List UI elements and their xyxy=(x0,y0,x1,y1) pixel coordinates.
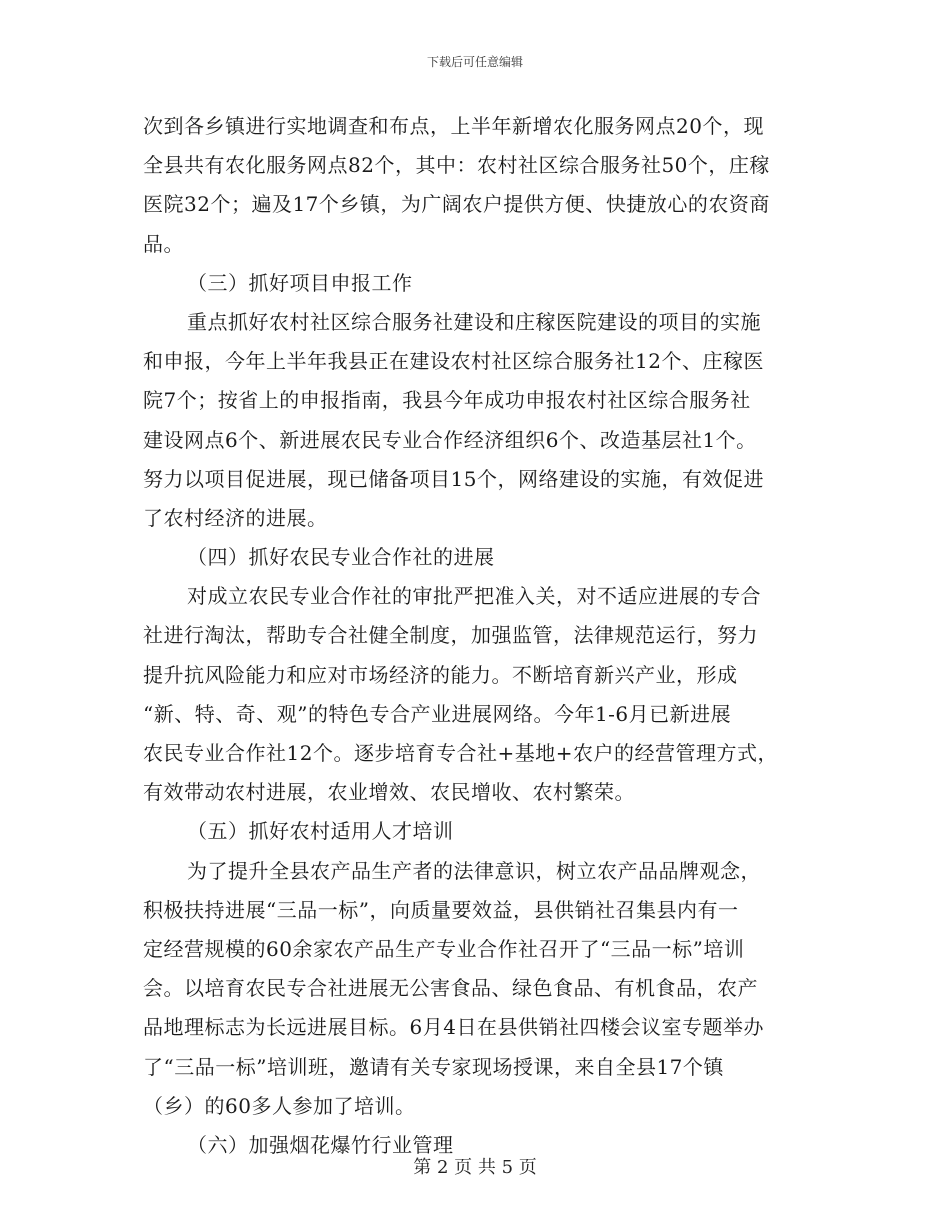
paragraph-line: 了农村经济的进展。 xyxy=(143,505,328,530)
paragraph-line: 社进行淘汰，帮助专合社健全制度，加强监管，法律规范运行，努力 xyxy=(143,623,758,648)
paragraph-line: 医院32个；遍及17个乡镇，为广阔农户提供方便、快捷放心的农资商 xyxy=(143,192,770,217)
paragraph-line: 和申报，今年上半年我县正在建设农村社区综合服务社12个、庄稼医 xyxy=(143,349,764,374)
page-number: 第 2 页 共 5 页 xyxy=(413,1157,537,1178)
paragraph-line: 品。 xyxy=(143,231,184,256)
paragraph-line: 农民专业合作社12个。逐步培育专合社+基地+农户的经营管理方式， xyxy=(143,741,778,765)
paragraph-line: 院7个；按省上的申报指南，我县今年成功申报农村社区综合服务社 xyxy=(143,388,751,413)
page-header: 下载后可任意编辑 xyxy=(426,55,523,69)
paragraph-line: 提升抗风险能力和应对市场经济的能力。不断培育新兴产业，形成 xyxy=(143,662,738,687)
paragraph-line: 对成立农民专业合作社的审批严把准入关，对不适应进展的专合 xyxy=(187,584,761,609)
paragraph-line: 全县共有农化服务网点82个，其中：农村社区综合服务社50个，庄稼 xyxy=(143,153,770,178)
paragraph-line: 次到各乡镇进行实地调查和布点，上半年新增农化服务网点20个，现 xyxy=(143,114,764,138)
paragraph-line: 建设网点6个、新进展农民专业合作经济组织6个、改造基层社1个。 xyxy=(143,427,757,452)
section-heading: （三）抓好项目申报工作 xyxy=(187,270,413,295)
paragraph-line: 了“三品一标”培训班，邀请有关专家现场授课，来自全县17个镇 xyxy=(143,1054,724,1079)
paragraph-line: 努力以项目促进展，现已储备项目15个，网络建设的实施，有效促进 xyxy=(143,466,764,491)
paragraph-line: 重点抓好农村社区综合服务社建设和庄稼医院建设的项目的实施 xyxy=(187,309,761,334)
section-heading: （六）加强烟花爆竹行业管理 xyxy=(187,1132,454,1157)
paragraph-line: 品地理标志为长远进展目标。6月4日在县供销社四楼会议室专题举办 xyxy=(143,1015,764,1040)
paragraph-line: （乡）的60多人参加了培训。 xyxy=(143,1093,416,1118)
paragraph-line: 有效带动农村进展，农业增效、农民增收、农村繁荣。 xyxy=(143,780,635,805)
section-heading: （四）抓好农民专业合作社的进展 xyxy=(187,545,495,570)
section-heading: （五）抓好农村适用人才培训 xyxy=(187,819,454,844)
document-body xyxy=(143,107,811,1165)
paragraph-line: 会。以培育农民专合社进展无公害食品、绿色食品、有机食品，农产 xyxy=(143,976,758,1001)
paragraph-line: 定经营规模的60余家农产品生产专业合作社召开了“三品一标”培训 xyxy=(143,936,745,961)
paragraph-line: 积极扶持进展“三品一标”，向质量要效益，县供销社召集县内有一 xyxy=(143,897,739,922)
paragraph-line: “新、特、奇、观”的特色专合产业进展网络。今年1-6月已新进展 xyxy=(143,701,732,726)
paragraph-line: 为了提升全县农产品生产者的法律意识，树立农产品品牌观念， xyxy=(187,858,761,883)
